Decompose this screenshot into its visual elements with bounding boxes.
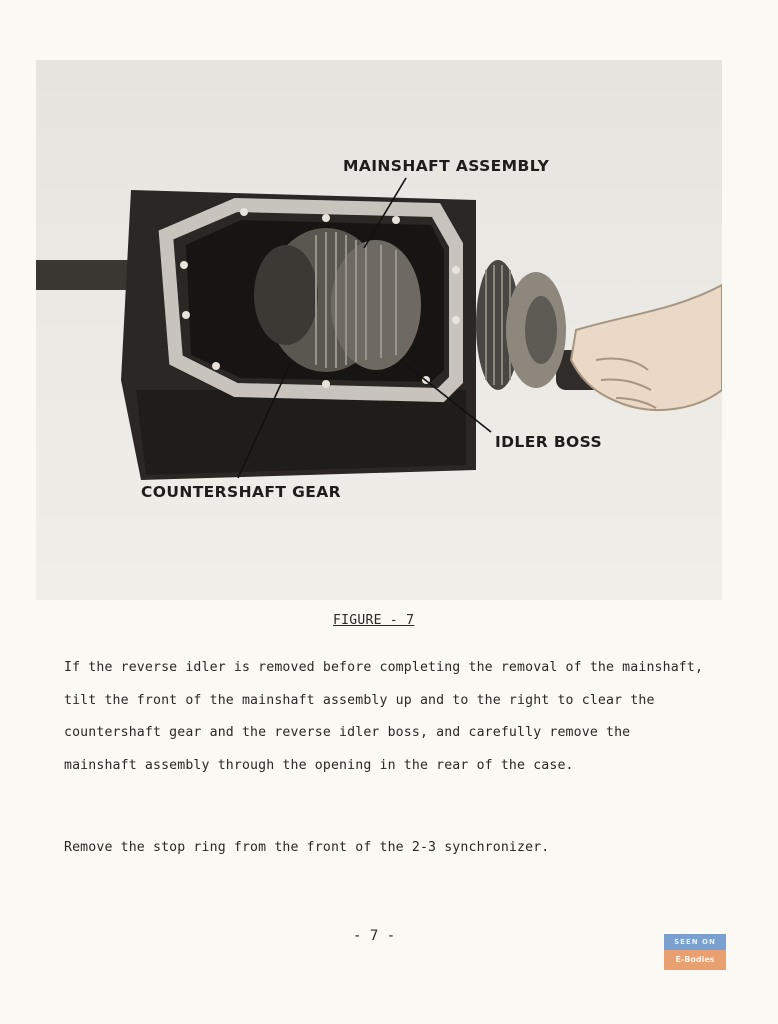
label-mainshaft-assembly: MAINSHAFT ASSEMBLY xyxy=(343,157,550,175)
transmission-illustration xyxy=(36,60,722,600)
hand xyxy=(571,285,722,410)
label-idler-boss: IDLER BOSS xyxy=(495,433,603,451)
page-number: - 7 - xyxy=(353,928,396,944)
paragraph-stop-ring: Remove the stop ring from the front of the 2-3 synchronizer. xyxy=(64,840,550,855)
watermark-top: SEEN ON xyxy=(664,934,726,950)
figure-photo xyxy=(36,60,722,600)
watermark-logo xyxy=(664,934,726,972)
figure-caption: FIGURE - 7 xyxy=(333,613,415,628)
label-countershaft-gear: COUNTERSHAFT GEAR xyxy=(141,483,341,501)
paragraph-mainshaft-removal: If the reverse idler is removed before completing the removal of the mainshaft, tilt the front of the mainshaft assembly up and to the right to clear the countershaft gear and the reverse idler boss, and carefully remove the mainshaft assembly through the opening in the rear of the case. xyxy=(64,660,704,773)
watermark-bottom: E-Bodies xyxy=(664,950,726,970)
